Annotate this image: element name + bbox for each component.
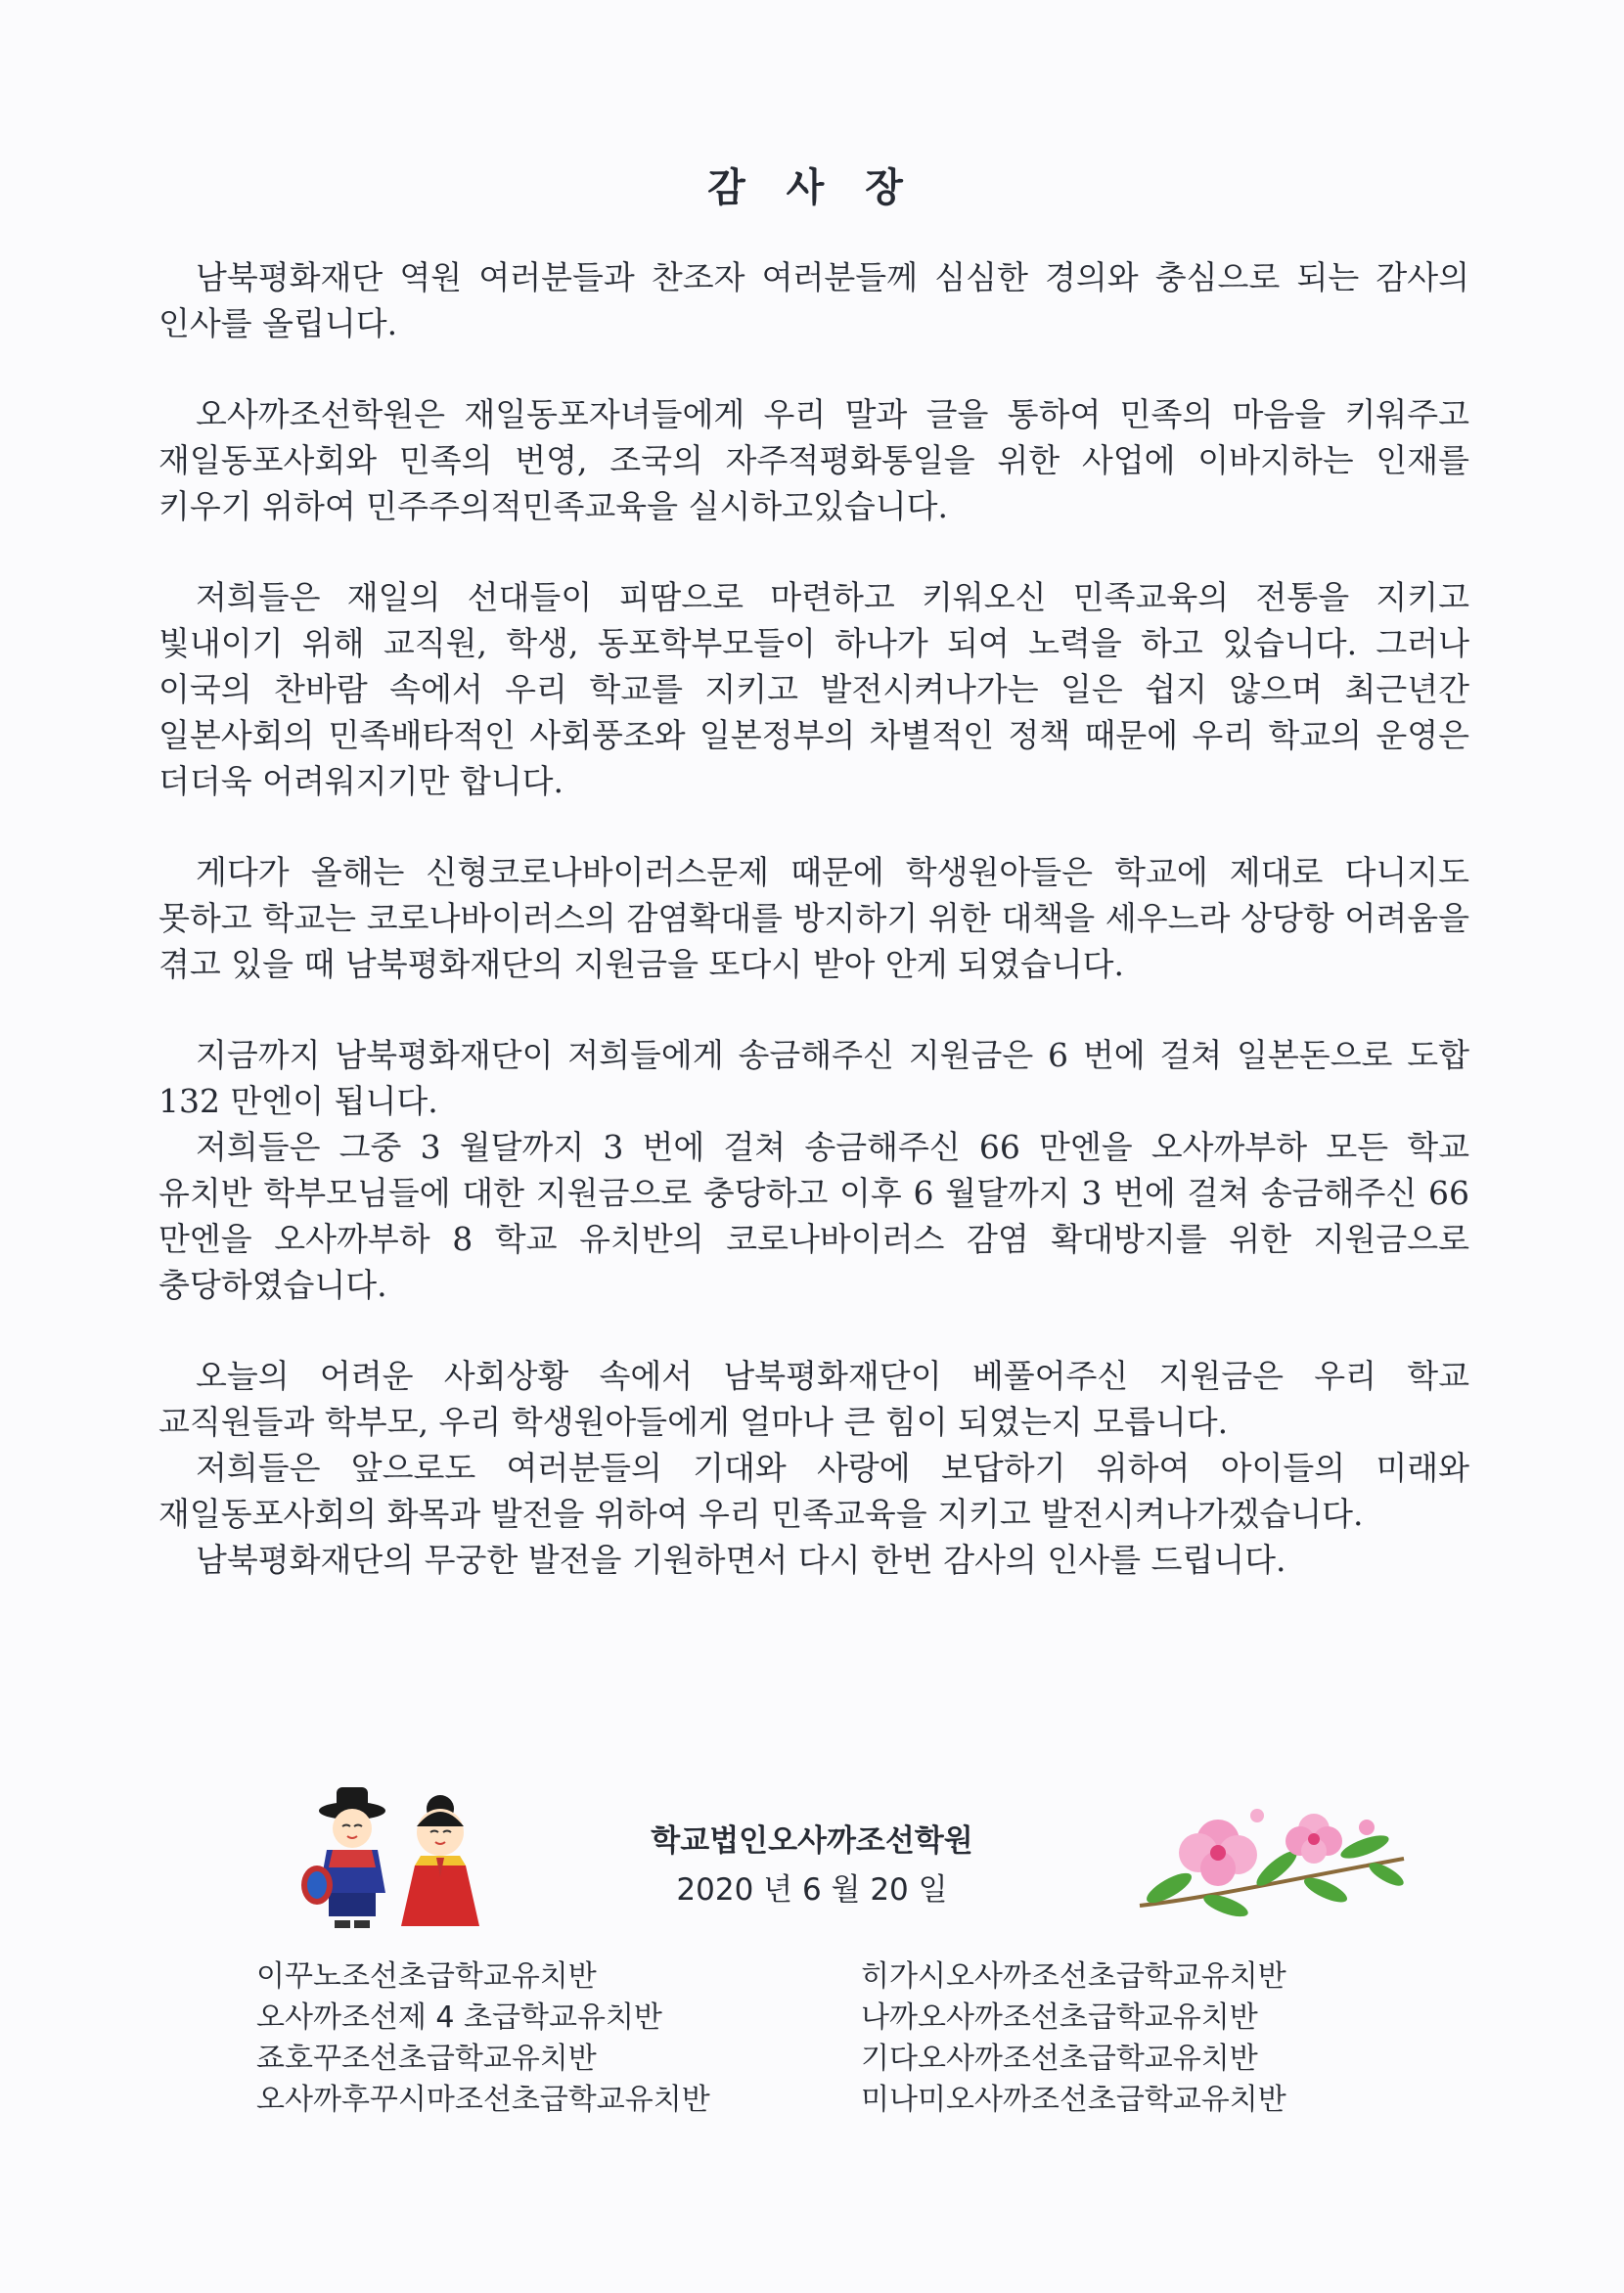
school-name: 오사까조선제 4 초급학교유치반: [256, 2001, 662, 2035]
paragraph-usage: 저희들은 그중 3 월달까지 3 번에 걸쳐 송금해주신 66 만엔을 오사까부하 모든 학교 유치반 학부모님들에 대한 지원금으로 충당하고 이후 6 월달까지 3 번에 걸쳐 송금해주신 66 만엔을 오사까부하 8 학교 유치반의 코로나바이러스 감염 확대방지를 위한 지원금으로 충당하였습니다.: [158, 1128, 1469, 1304]
paragraph-corona: 게다가 올해는 신형코로나바이러스문제 때문에 학생원아들은 학교에 제대로 다니지도 못하고 학교는 코로나바이러스의 감염확대를 방지하기 위한 대책을 세우느라 상당항 어려움을 겪고 있을 때 남북평화재단의 지원금을 또다시 받아 안게 되였습니다.: [158, 853, 1469, 983]
flower-branch-illustration: [1130, 1790, 1414, 1937]
page-title: 감 사 장: [707, 164, 917, 210]
letter-body: [158, 254, 1469, 1583]
school-name: 오사까후꾸시마조선초급학교유치반: [256, 2083, 710, 2117]
letter-footer: [0, 1776, 1624, 2128]
school-name: 히가시오사까조선초급학교유치반: [861, 1959, 1286, 1994]
paragraph-tradition: 저희들은 재일의 선대들이 피땀으로 마련하고 키워오신 민족교육의 전통을 지키고 빛내이기 위해 교직원, 학생, 동포학부모들이 하나가 되여 노력을 하고 있습니다. 그러나 이국의 찬바람 속에서 우리 학교를 지키고 발전시켜나가는 일은 쉽지 않으며 최근년간 일본사회의 민족배타적인 사회풍조와 일본정부의 차별적인 정책 때문에 우리 학교의 운영은 더더욱 어려워지기만 합니다.: [158, 578, 1469, 800]
school-name: 미나미오사까조선초급학교유치반: [861, 2083, 1286, 2117]
sender-date: 2020 년 6 월 20 일: [676, 1872, 948, 1908]
school-list-right: [861, 1956, 1286, 2121]
school-name: 나까오사까조선초급학교유치반: [861, 2001, 1258, 2035]
school-list-left: [256, 1956, 710, 2121]
paragraph-promise: 저희들은 앞으로도 여러분들의 기대와 사랑에 보답하기 위하여 아이들의 미래와 재일동포사회의 화목과 발전을 위하여 우리 민족교육을 지키고 발전시켜나가겠습니다.: [158, 1449, 1469, 1533]
sender-organization: 학교법인오사까조선학원: [651, 1823, 973, 1859]
paragraph-thanks: 오늘의 어려운 사회상황 속에서 남북평화재단이 베풀어주신 지원금은 우리 학교 교직원들과 학부모, 우리 학생원아들에게 얼마나 큰 힘이 되였는지 모릅니다.: [158, 1357, 1469, 1441]
paragraph-closing: 남북평화재단의 무궁한 발전을 기원하면서 다시 한번 감사의 인사를 드립니다.: [196, 1541, 1286, 1579]
school-name: 죠호꾸조선초급학교유치반: [256, 2042, 597, 2076]
school-name: 이꾸노조선초급학교유치반: [256, 1959, 597, 1994]
paragraph-mission: 오사까조선학원은 재일동포자녀들에게 우리 말과 글을 통하여 민족의 마음을 키워주고 재일동포사회와 민족의 번영, 조국의 자주적평화통일을 위한 사업에 이바지하는 인재를 키우기 위하여 민주주의적민족교육을 실시하고있습니다.: [158, 395, 1469, 525]
school-name: 기다오사까조선초급학교유치반: [861, 2042, 1258, 2076]
paragraph-total-amount: 지금까지 남북평화재단이 저희들에게 송금해주신 지원금은 6 번에 걸쳐 일본돈으로 도합 132 만엔이 됩니다.: [158, 1036, 1469, 1120]
paragraph-greeting: 남북평화재단 역원 여러분들과 찬조자 여러분들께 심심한 경의와 충심으로 되는 감사의 인사를 올립니다.: [158, 258, 1469, 342]
